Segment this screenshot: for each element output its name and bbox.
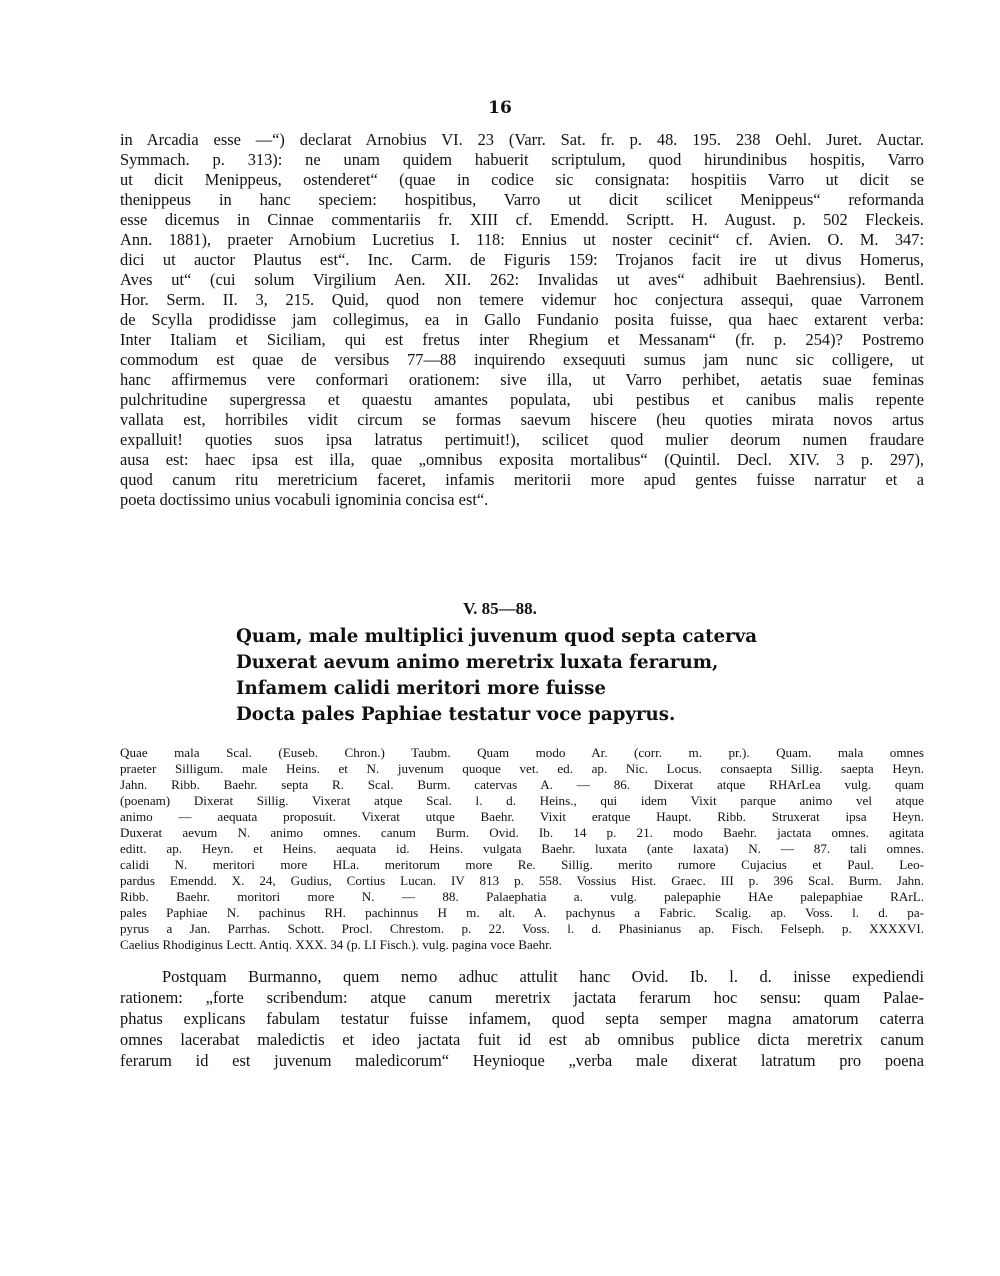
apparatus-line: Jahn. Ribb. Baehr. septa R. Scal. Burm. catervas A. — 86. Dixerat atque RHArLea vulg. quam <box>120 777 924 792</box>
page-number: 16 <box>488 98 512 118</box>
text-line: omnes lacerabat maledictis et ideo jactata fuit id est ab omnibus publice dicta meretrix canum <box>120 1030 924 1049</box>
text-line: pulchritudine supergressa et quaestu amantes populata, ubi pestibus et canibus malis repente <box>120 390 924 409</box>
text-line: phatus explicans fabulam testatur fuisse infamem, quod septa semper magna amatorum caterra <box>120 1009 924 1028</box>
apparatus-line: calidi N. meritori more HLa. meritorum more Re. Sillig. merito rumore Cujacius et Paul. Leo- <box>120 857 924 872</box>
apparatus-line: praeter Silligum. male Heins. et N. juvenum quoque vet. ed. ap. Nic. Locus. consaepta Sillig. saepta Heyn. <box>120 761 924 776</box>
verse-line: Quam, male multiplici juvenum quod septa caterva <box>236 626 758 647</box>
verse-line: Docta pales Paphiae testatur voce papyrus. <box>236 704 676 725</box>
text-line: quod canum ritu meretricium faceret, infamis meritorii more apud gentes fuisse narratur et a <box>120 470 924 489</box>
apparatus-line: Quae mala Scal. (Euseb. Chron.) Taubm. Quam modo Ar. (corr. m. pr.). Quam. mala omnes <box>120 745 924 760</box>
section-heading: V. 85—88. <box>463 599 537 618</box>
text-line: Symmach. p. 313): ne unam quidem habuerit scriptulum, quod hirundinibus hospitis, Varro <box>120 150 924 169</box>
apparatus-line: Ribb. Baehr. moritori more N. — 88. Palaephatia a. vulg. palepaphie HAe palepaphiae RArL. <box>120 889 924 904</box>
apparatus-line: pales Paphiae N. pachinus RH. pachinnus H m. alt. A. pachynus a Fabric. Scalig. ap. Voss. l. d. pa- <box>120 905 924 920</box>
text-line: Hor. Serm. II. 3, 215. Quid, quod non temere videmur hoc conjectura assequi, quae Varronem <box>120 290 924 309</box>
verse-line: Duxerat aevum animo meretrix luxata ferarum, <box>236 652 719 673</box>
text-line: ausa est: haec ipsa est illa, quae „omnibus exposita mortalibus“ (Quintil. Decl. XIV. 3 p. 297), <box>120 450 924 469</box>
text-line: commodum est quae de versibus 77—88 inquirendo exsequuti sumus jam nunc sic colligere, ut <box>120 350 924 369</box>
text-line: esse dicemus in Cinnae commentariis fr. XIII cf. Emendd. Scriptt. H. August. p. 502 Fleckeis. <box>120 210 924 229</box>
text-line: Inter Italiam et Siciliam, qui est fretus inter Rhegium et Messanam“ (fr. p. 254)? Postremo <box>120 330 924 349</box>
apparatus-line: Caelius Rhodiginus Lectt. Antiq. XXX. 34 (p. LI Fisch.). vulg. pagina voce Baehr. <box>120 937 553 952</box>
apparatus-line: pyrus a Jan. Parrhas. Schott. Procl. Chrestom. p. 22. Voss. l. d. Phasinianus ap. Fisch. Felseph. p. XXXXVI. <box>120 921 924 936</box>
text-line: Aves ut“ (cui solum Virgilium Aen. XII. 262: Invalidas ut aves“ adhibuit Baehrensius). Bentl. <box>120 270 924 289</box>
text-line: dici ut auctor Plautus est“. Inc. Carm. de Figuris 159: Trojanos facit ire ut divus Homerus, <box>120 250 924 269</box>
text-line: expalluit! quoties suos ipsa latratus pertimuit!), scilicet quod mulier deorum numen fraudare <box>120 430 924 449</box>
text-line: vallata est, horribiles vidit circum se formas saevum hiscere (heu quoties mirata novos artus <box>120 410 924 429</box>
text-line: poeta doctissimo unius vocabuli ignominia concisa est“. <box>120 490 489 509</box>
text-line: Ann. 1881), praeter Arnobium Lucretius I. 118: Ennius ut noster cecinit“ cf. Avien. O. M. 347: <box>120 230 924 249</box>
apparatus-line: animo — aequata proposuit. Vixerat utque Baehr. Vixit eratque Haupt. Ribb. Struxerat ipsa Heyn. <box>120 809 924 824</box>
text-line: hanc affirmemus vere conformari orationem: sive illa, ut Varro perhibet, aetatis suae feminas <box>120 370 924 389</box>
apparatus-line: pardus Emendd. X. 24, Gudius, Cortius Lucan. IV 813 p. 558. Vossius Hist. Graec. III p. 396 Scal. Burm. Jahn. <box>120 873 924 888</box>
apparatus-line: (poenam) Dixerat Sillig. Vixerat atque Scal. l. d. Heins., qui idem Vixit parque animo vel atque <box>120 793 924 808</box>
verse-line: Infamem calidi meritori more fuisse <box>236 678 606 699</box>
text-line: thenippeus in hanc speciem: hospitibus, Varro ut dicit scilicet Menippeus“ reformanda <box>120 190 924 209</box>
text-line: in Arcadia esse —“) declarat Arnobius VI. 23 (Varr. Sat. fr. p. 48. 195. 238 Oehl. Juret. Auctar. <box>120 130 924 149</box>
text-line: ut dicit Menippeus, ostenderet“ (quae in codice sic consignata: hospitiis Varro ut dicit se <box>120 170 924 189</box>
text-line: Postquam Burmanno, quem nemo adhuc attulit hanc Ovid. Ib. l. d. inisse expediendi <box>162 967 924 986</box>
text-line: de Scylla prodidisse jam collegimus, ea in Gallo Fundanio posita fuisse, qua haec extarent verba: <box>120 310 924 329</box>
apparatus-line: editt. ap. Heyn. et Heins. aequata id. Heins. vulgata Baehr. luxata (ante laxata) N. — 87. tali omnes. <box>120 841 924 856</box>
apparatus-line: Duxerat aevum N. animo omnes. canum Burm. Ovid. Ib. 14 p. 21. modo Baehr. jactata omnes. agitata <box>120 825 924 840</box>
text-line: ferarum id est juvenum maledicorum“ Heynioque „verba male dixerat latratum pro poena <box>120 1051 924 1070</box>
text-line: rationem: „forte scribendum: atque canum meretrix jactata ferarum hoc sensu: quam Palae- <box>120 988 924 1007</box>
